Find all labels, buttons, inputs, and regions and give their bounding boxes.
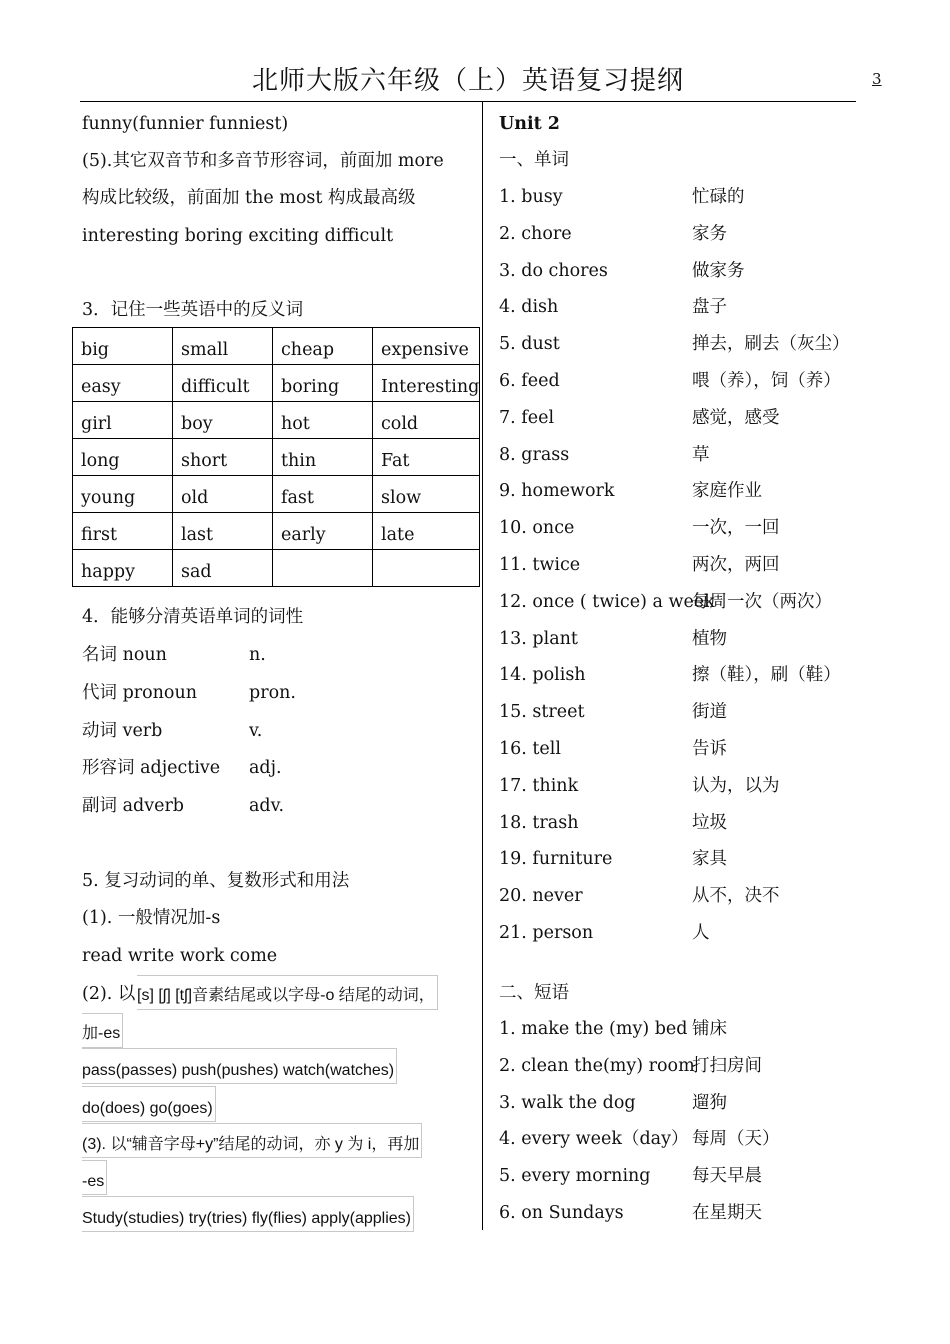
vocab-word: 16. tell [499,739,561,759]
pos-abbr: adv. [249,796,285,816]
phrase-zh: 铺床 [692,1019,727,1039]
rule1-words: read write work come [82,946,278,966]
rule2-text: [s] [ʃ] [tʃ]音素结尾或以字母-o 结尾的动词， [137,975,438,1010]
vocab-word: 19. furniture [499,849,613,870]
antonym-cell [173,550,273,587]
vocab-meaning: 感觉，感受 [692,407,780,428]
vocab-meaning: 垃圾 [692,812,727,833]
antonym-word: last [181,524,214,545]
pos-name: 副词 adverb [82,796,185,816]
antonym-cell [173,439,273,476]
vocab-meaning: 人 [692,923,710,943]
antonym-cell [373,513,480,550]
antonym-word: easy [81,376,121,397]
antonym-word: Fat [381,450,410,471]
antonym-cell [173,513,273,550]
pos-abbr: adj. [249,758,282,778]
rule2-example-1: pass(passes) push(pushes) watch(watches) [82,1048,397,1084]
antonym-table [72,327,480,587]
antonym-word: old [181,487,209,508]
antonym-cell [173,476,273,513]
antonym-word: boy [181,413,213,434]
rule5-words: interesting boring exciting difficult [82,226,394,246]
vocab-meaning: 告诉 [692,739,727,759]
vocab-word: 5. dust [499,334,560,355]
vocab-meaning: 家庭作业 [692,481,762,502]
vocab-meaning: 做家务 [692,260,745,281]
antonym-word: happy [81,561,135,582]
antonym-cell [273,328,373,365]
vocab-word: 15. street [499,702,585,723]
vocab-meaning: 认为，以为 [692,775,780,796]
antonym-row [73,328,480,365]
antonym-word: late [381,524,415,545]
unit-title: Unit 2 [499,114,560,134]
vocab-word: 11. twice [499,555,581,575]
antonym-cell [73,328,173,365]
vocab-meaning: 家具 [692,849,727,870]
antonym-word: expensive [381,339,469,360]
antonym-cell [73,402,173,439]
vocab-word: 2. chore [499,223,572,244]
phrase-en: 1. make the (my) bed [499,1019,688,1039]
antonym-cell [273,439,373,476]
antonym-word: short [181,450,228,471]
antonym-word [381,564,479,587]
column-divider [482,102,483,1230]
vocab-meaning: 家务 [692,223,727,244]
antonym-row [73,476,480,513]
antonym-word: thin [281,450,317,471]
antonym-cell [373,550,480,587]
phrase-en: 6. on Sundays [499,1203,624,1223]
page-number: 3 [872,70,882,88]
page-title: 北师大版六年级（上）英语复习提纲 [251,66,684,96]
antonym-cell [173,402,273,439]
vocab-word: 18. trash [499,812,579,833]
antonym-word: early [281,524,326,545]
antonym-word: cheap [281,339,335,360]
antonym-cell [273,550,373,587]
rule2-add-es: 加-es [82,1013,123,1048]
vocab-word: 6. feed [499,371,560,391]
vocab-meaning: 两次，两回 [692,555,780,575]
vocab-meaning: 忙碌的 [692,187,745,207]
vocab-word: 10. once [499,518,575,539]
antonym-cell [273,365,373,402]
vocab-word: 12. once ( twice) a week [499,591,715,612]
antonym-word: slow [381,487,422,508]
phrase-zh: 每周（天） [692,1129,780,1150]
vocab-word: 1. busy [499,187,563,207]
antonym-cell [273,402,373,439]
vocab-word: 20. never [499,886,583,907]
antonym-cell [373,402,480,439]
phrase-zh: 每天早晨 [692,1166,762,1187]
antonym-word: difficult [181,376,250,397]
phrase-en: 3. walk the dog [499,1092,636,1113]
text-funny: funny(funnier funniest) [82,114,289,134]
rule5-line-a: (5).其它双音节和多音节形容词，前面加 more [82,151,444,171]
vocab-word: 3. do chores [499,260,608,281]
phrase-en: 2. clean the(my) room [499,1055,695,1076]
antonym-cell [173,365,273,402]
pos-name: 名词 noun [82,645,167,665]
pos-abbr: n. [249,645,266,665]
vocab-meaning: 掸去，刷去（灰尘） [692,334,850,355]
vocab-meaning: 街道 [692,702,727,723]
pos-name: 形容词 adjective [82,758,221,778]
antonym-row [73,402,480,439]
rule3-text: (3). 以“辅音字母+y”结尾的动词，亦 y 为 i，再加 [82,1123,422,1158]
vocab-word: 7. feel [499,407,555,428]
vocab-word: 8. grass [499,444,570,465]
antonym-cell [273,513,373,550]
vocab-word: 4. dish [499,297,559,318]
antonym-word: young [81,487,136,508]
rule5-line-b: 构成比较级，前面加 the most 构成最高级 [82,188,416,208]
antonym-row [73,513,480,550]
section4-title: 4．能够分清英语单词的词性 [82,607,304,627]
antonym-cell [273,476,373,513]
phrase-en: 4. every week（day） [499,1129,689,1150]
pos-abbr: pron. [249,683,296,703]
antonym-word: first [81,524,118,545]
antonym-word: fast [281,487,314,508]
antonym-row [73,365,480,402]
antonym-word: hot [281,413,310,434]
antonym-row [73,550,480,587]
vocab-meaning: 盘子 [692,297,727,318]
vocab-meaning: 草 [692,444,710,465]
antonym-word: big [81,339,110,360]
vocab-meaning: 擦（鞋），刷（鞋） [692,665,841,686]
antonym-cell [73,513,173,550]
phrase-zh: 遛狗 [692,1092,727,1113]
vocab-meaning: 一次，一回 [692,518,780,539]
antonym-cell [73,439,173,476]
antonym-word: small [181,339,229,360]
antonym-word: girl [81,413,112,434]
vocab-meaning: 喂（养），饲（养） [692,371,841,391]
vocab-word: 9. homework [499,481,615,502]
antonym-word: Interesting [381,376,480,397]
phrase-zh: 在星期天 [692,1203,762,1223]
vocab-title: 一、单词 [499,150,569,170]
antonym-cell [73,550,173,587]
antonym-word [281,564,372,587]
header-rule [80,101,856,102]
antonym-cell [373,365,480,402]
antonym-word: long [81,450,120,471]
vocab-meaning: 植物 [692,628,727,649]
phrase-title: 二、短语 [499,983,569,1003]
pos-name: 代词 pronoun [82,683,198,703]
antonym-cell [73,476,173,513]
pos-abbr: v. [249,721,263,741]
vocab-word: 14. polish [499,665,586,686]
antonym-cell [173,328,273,365]
vocab-meaning: 每周一次（两次） [692,591,832,612]
phrase-zh: 打扫房间 [692,1055,762,1076]
antonym-row [73,439,480,476]
rule2-example-2: do(does) go(goes) [82,1086,216,1122]
antonym-word: boring [281,376,340,397]
vocab-word: 13. plant [499,628,578,649]
rule1: (1). 一般情况加-s [82,908,221,928]
vocab-word: 21. person [499,923,594,943]
antonym-cell [373,476,480,513]
antonym-cell [373,328,480,365]
section5-title: 5. 复习动词的单、复数形式和用法 [82,871,350,891]
vocab-meaning: 从不，决不 [692,886,780,907]
section3-title: 3．记住一些英语中的反义词 [82,300,304,320]
phrase-en: 5. every morning [499,1166,651,1187]
rule2-prefix: (2). 以 [82,984,136,1004]
vocab-word: 17. think [499,775,579,796]
pos-name: 动词 verb [82,721,163,741]
antonym-cell [373,439,480,476]
rule3-add-es: -es [82,1160,107,1195]
antonym-cell [73,365,173,402]
antonym-word: sad [181,561,212,582]
rule3-example: Study(studies) try(tries) fly(flies) apply(applies) [82,1196,414,1232]
antonym-word: cold [381,413,419,434]
